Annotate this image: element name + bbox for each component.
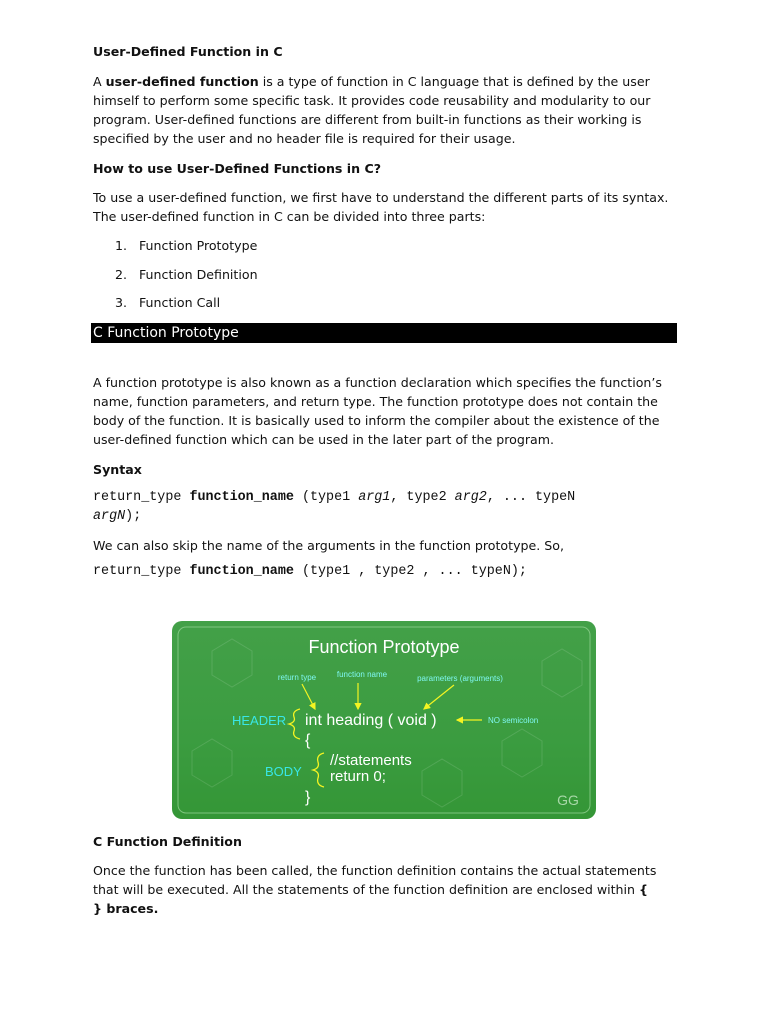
parts-list-item: 3. Function Call bbox=[115, 295, 221, 310]
parts-intro-line-2: The user-defined function in C can be divided into three parts: bbox=[93, 209, 486, 224]
definition-desc-line-3: } braces. bbox=[93, 901, 159, 916]
syntax-code-line-2: argN); bbox=[93, 509, 142, 524]
syntax-code-line-1: return_type function_name (type1 arg1, type2 arg2, ... typeN bbox=[93, 490, 576, 505]
section-banner-prototype: C Function Prototype bbox=[91, 323, 677, 343]
prototype-desc-line-1: A function prototype is also known as a function declaration which specifies the function’s bbox=[93, 375, 662, 390]
label-body: BODY bbox=[265, 764, 302, 779]
intro-line-4: specified by the user and no header file is required for their usage. bbox=[93, 131, 516, 146]
arrow-return-type bbox=[302, 684, 315, 709]
definition-desc-line-2: that will be executed. All the statements of the function definition are enclosed within { bbox=[93, 882, 648, 897]
prototype-desc-line-2: name, function parameters, and return type. The function prototype does not contain the bbox=[93, 394, 658, 409]
intro-bold-term: user-defined function bbox=[105, 74, 259, 89]
prototype-desc-line-3: body of the function. It is basically used to inform the compiler about the existence of the bbox=[93, 413, 660, 428]
definition-desc-line-1: Once the function has been called, the function definition contains the actual statements bbox=[93, 863, 657, 878]
parts-intro-line-1: To use a user-defined function, we first have to understand the different parts of its syntax. bbox=[93, 190, 669, 205]
function-prototype-diagram bbox=[172, 621, 596, 819]
label-function-name: function name bbox=[336, 670, 388, 679]
open-brace: { bbox=[305, 732, 311, 749]
label-return-type: return type bbox=[277, 673, 317, 682]
header-brace-icon bbox=[289, 709, 300, 739]
syntax-label: Syntax bbox=[93, 462, 142, 477]
heading-how-to-use: How to use User-Defined Functions in C? bbox=[93, 161, 382, 176]
parts-list-item: 1. Function Prototype bbox=[115, 238, 258, 253]
intro-line-2: himself to perform some specific task. It provides code reusability and modularity to our bbox=[93, 93, 651, 108]
syntax-code-short: return_type function_name (type1 , type2 , ... typeN); bbox=[93, 564, 527, 579]
gfg-logo-icon: GG bbox=[557, 792, 579, 808]
prototype-desc-line-4: user-defined function which can be used in the later part of the program. bbox=[93, 432, 555, 447]
header-code: int heading ( void ) bbox=[305, 712, 437, 729]
arrow-parameters bbox=[424, 685, 454, 709]
diagram-title: Function Prototype bbox=[308, 637, 460, 657]
label-parameters: parameters (arguments) bbox=[417, 674, 503, 683]
intro-line-1: A user-defined function is a type of function in C language that is defined by the user bbox=[93, 74, 650, 89]
intro-line-3: program. User-defined functions are different from built-in functions as their working is bbox=[93, 112, 642, 127]
heading-user-defined-function: User-Defined Function in C bbox=[93, 44, 283, 59]
heading-function-definition: C Function Definition bbox=[93, 834, 242, 849]
parts-list-item: 2. Function Definition bbox=[115, 267, 258, 282]
body-statements: //statements bbox=[330, 752, 412, 769]
diagram-svg bbox=[172, 621, 596, 819]
label-header: HEADER bbox=[232, 713, 287, 728]
close-brace: } bbox=[305, 789, 311, 806]
body-brace-icon bbox=[313, 753, 324, 787]
body-return: return 0; bbox=[330, 768, 386, 785]
label-no-semicolon: NO semicolon bbox=[488, 716, 539, 725]
skip-args-text: We can also skip the name of the arguments in the function prototype. So, bbox=[93, 538, 564, 553]
